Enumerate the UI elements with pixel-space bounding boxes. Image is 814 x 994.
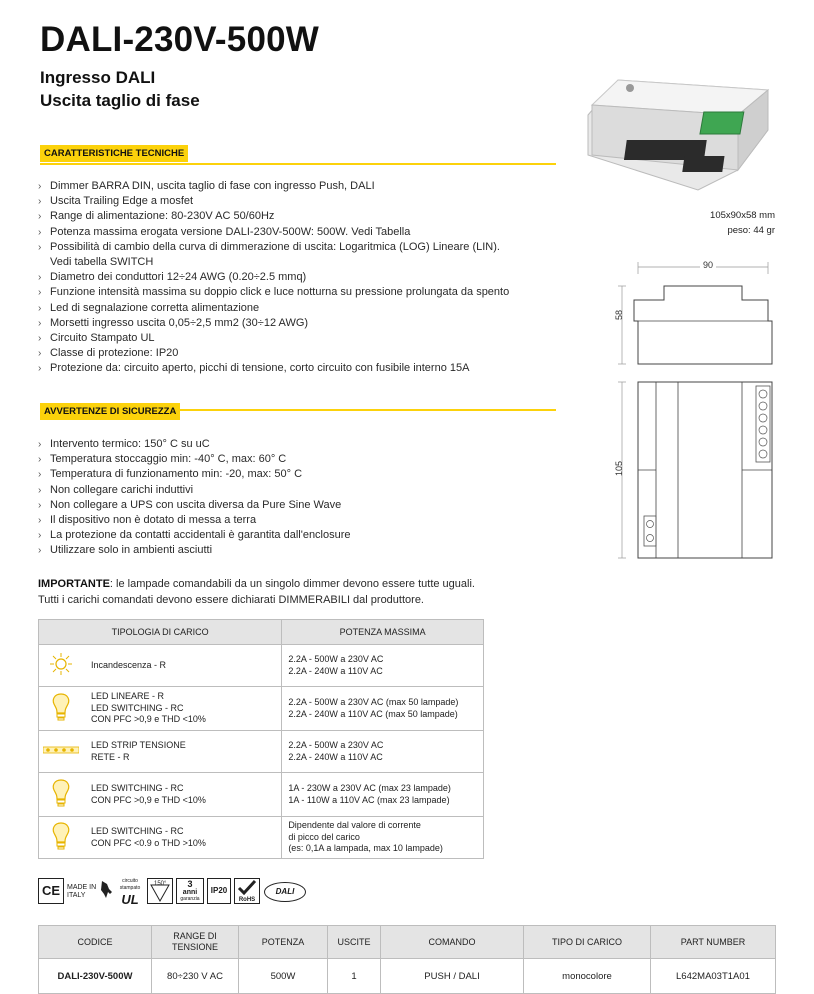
dali-logo: DALI — [264, 882, 306, 902]
list-item: › Utilizzare solo in ambienti asciutti — [38, 543, 568, 558]
list-item: › Uscita Trailing Edge a mosfet — [38, 194, 568, 209]
list-item-continuation: Vedi tabella SWITCH — [50, 256, 154, 269]
table-row — [39, 687, 484, 731]
important-text-1: : le lampade comandabili da un singolo dimmer devono essere tutte uguali. — [109, 578, 475, 590]
led-strip-icon — [39, 731, 84, 773]
list-item: › Potenza massima erogata versione DALI-230V-500W: 500W. Vedi Tabella — [38, 225, 568, 240]
ce-mark-icon: CE — [38, 878, 64, 904]
load-type: CON PFC >0,9 e THD <10% — [91, 794, 206, 805]
product-photo — [578, 60, 778, 200]
load-type: CON PFC >0,9 e THD <10% — [91, 714, 206, 725]
important-label: IMPORTANTE — [38, 578, 110, 590]
table-header: CODICE — [39, 926, 152, 959]
made-in-italy-icon — [67, 878, 113, 904]
important-note — [38, 577, 558, 608]
list-item: › Temperatura di funzionamento min: -20, max: 50° C — [38, 467, 568, 482]
incandescent-bulb-icon — [39, 645, 84, 687]
list-item: › Protezione da: circuito aperto, picchi di tensione, corto circuito con fusibile interno 15A — [38, 361, 568, 376]
power-value: 2.2A - 240W a 110V AC — [288, 665, 383, 676]
warranty-icon — [176, 878, 204, 904]
table-header: USCITE — [328, 926, 381, 959]
safety-list — [38, 437, 568, 559]
list-item: › Circuito Stampato UL — [38, 331, 568, 346]
dimension-height: 58 — [614, 309, 624, 320]
specs-list — [38, 179, 568, 377]
power-value: 2.2A - 240W a 110V AC (max 50 lampade) — [288, 708, 458, 719]
table-cell: L642MA03T1A01 — [651, 959, 776, 994]
list-item: › Funzione intensità massima su doppio click e luce notturna su pressione prolungata da spento — [38, 285, 568, 300]
subtitle-input: Ingresso DALI — [40, 68, 156, 87]
power-value: 2.2A - 500W a 230V AC — [288, 654, 384, 664]
warranty-word: anni — [182, 889, 198, 896]
rohs-label: RoHS — [238, 897, 256, 903]
power-value: 2.2A - 500W a 230V AC — [288, 740, 384, 750]
technical-drawing — [604, 258, 784, 568]
led-bulb-icon — [39, 687, 84, 731]
power-value: 2.2A - 240W a 110V AC — [288, 751, 383, 762]
table-cell: monocolore — [524, 959, 651, 994]
led-bulb-icon — [39, 773, 84, 817]
table-header: TIPOLOGIA DI CARICO — [39, 620, 282, 645]
table-row — [39, 645, 484, 687]
table-header: PART NUMBER — [651, 926, 776, 959]
subtitle-output: Uscita taglio di fase — [40, 91, 200, 110]
table-row — [39, 959, 776, 994]
list-item: › Led di segnalazione corretta alimentazione — [38, 301, 568, 316]
load-type: LED STRIP TENSIONE — [91, 740, 186, 750]
power-value: 1A - 230W a 230V AC (max 23 lampade) — [288, 783, 451, 793]
table-cell: 1 — [328, 959, 381, 994]
product-weight: peso: 44 gr — [727, 225, 775, 236]
table-cell: 500W — [239, 959, 328, 994]
list-item: › Temperatura stoccaggio min: -40° C, max: 60° C — [38, 452, 568, 467]
list-item: › Classe di protezione: IP20 — [38, 346, 568, 361]
list-item: › Non collegare a UPS con uscita diversa da Pure Sine Wave — [38, 498, 568, 513]
warranty-years: 3 — [187, 879, 193, 889]
warranty-label: garanzia — [180, 896, 200, 902]
load-type: Incandescenza - R — [91, 659, 167, 670]
table-header: TIPO DI CARICO — [524, 926, 651, 959]
table-header: COMANDO — [381, 926, 524, 959]
led-bulb-icon — [39, 817, 84, 859]
table-row — [39, 731, 484, 773]
table-cell: PUSH / DALI — [381, 959, 524, 994]
important-text-2: Tutti i carichi comandati devono essere dichiarati DIMMERABILI dal produttore. — [38, 593, 424, 606]
list-item: › La protezione da contatti accidentali è garantita dall'enclosure — [38, 528, 568, 543]
load-type: CON PFC <0.9 o THD >10% — [91, 837, 206, 848]
load-type: LED SWITCHING - RC — [91, 826, 184, 836]
list-item: › Non collegare carichi induttivi — [38, 483, 568, 498]
power-value: (es: 0,1A a lampada, max 10 lampade) — [288, 843, 443, 854]
power-value: 1A - 110W a 110V AC (max 23 lampade) — [288, 794, 450, 805]
dimension-length: 105 — [614, 460, 624, 476]
list-item — [38, 240, 568, 270]
code-table — [38, 925, 776, 994]
product-dimensions: 105x90x58 mm — [710, 210, 775, 221]
made-in-italy-label: MADE IN ITALY — [67, 884, 97, 899]
table-header: POTENZA MASSIMA — [282, 620, 484, 645]
temperature-rating-icon — [147, 878, 173, 904]
load-table — [38, 619, 484, 859]
table-header: RANGE DI TENSIONE — [152, 926, 239, 959]
load-type: LED SWITCHING - RC — [91, 783, 184, 793]
list-item: › Range di alimentazione: 80-230V AC 50/60Hz — [38, 209, 568, 224]
list-item: › Diametro dei conduttori 12÷24 AWG (0.20÷2.5 mmq) — [38, 270, 568, 285]
section-divider — [40, 163, 556, 165]
ul-icon — [116, 878, 144, 907]
list-item-text: Possibilità di cambio della curva di dimmerazione di uscita: Logaritmica (LOG) Lineare (LIN). — [50, 240, 500, 253]
table-cell: 80÷230 V AC — [152, 959, 239, 994]
list-item: › Il dispositivo non è dotato di messa a terra — [38, 513, 568, 528]
ul-label: UL — [121, 892, 139, 907]
table-header: POTENZA — [239, 926, 328, 959]
page-title: DALI-230V-500W — [40, 20, 320, 59]
load-type: RETE - R — [91, 751, 130, 762]
list-item: › Intervento termico: 150° C su uC — [38, 437, 568, 452]
rohs-icon — [234, 878, 260, 904]
power-value: di picco del carico — [288, 831, 360, 842]
power-value: 2.2A - 500W a 230V AC (max 50 lampade) — [288, 697, 459, 707]
power-value: Dipendente dal valore di corrente — [288, 820, 421, 831]
temperature-label: 150° — [154, 881, 167, 887]
table-row — [39, 817, 484, 859]
ip20-badge: IP20 — [207, 878, 231, 904]
ul-small-label: circuito stampato — [119, 878, 141, 891]
table-cell: DALI-230V-500W — [39, 959, 152, 994]
section-label-specs: CARATTERISTICHE TECNICHE — [40, 145, 188, 162]
list-item: › Morsetti ingresso uscita 0,05÷2,5 mm2 (30÷12 AWG) — [38, 316, 568, 331]
list-item: › Dimmer BARRA DIN, uscita taglio di fase con ingresso Push, DALI — [38, 179, 568, 194]
dimension-width: 90 — [700, 260, 716, 270]
load-type: LED LINEARE - R — [91, 691, 165, 702]
load-type: LED SWITCHING - RC — [91, 702, 184, 713]
section-label-safety: AVVERTENZE DI SICUREZZA — [40, 403, 180, 420]
table-row — [39, 773, 484, 817]
